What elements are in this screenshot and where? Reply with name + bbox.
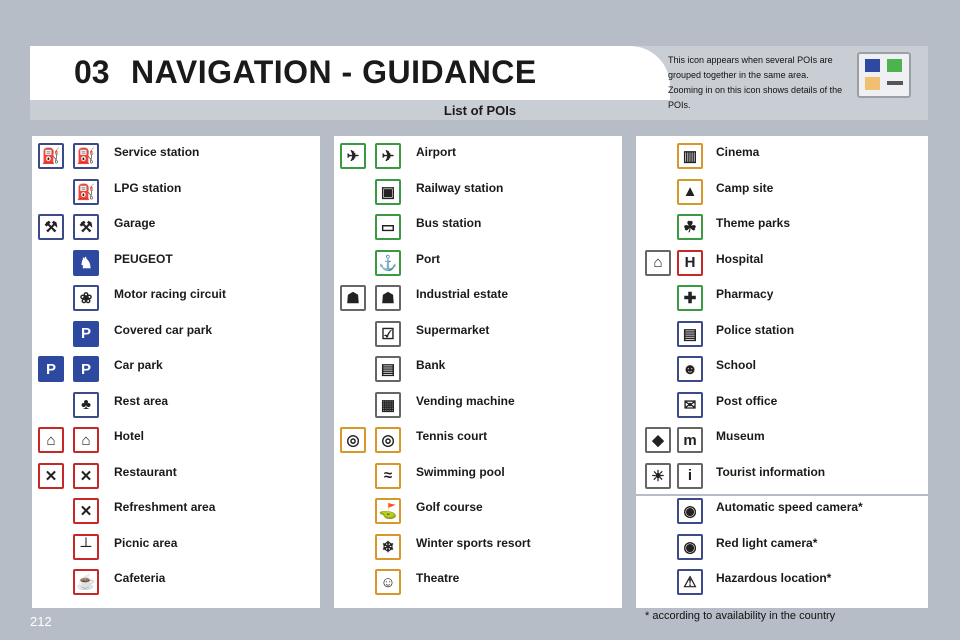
poi-label: Car park [114, 358, 163, 372]
poi-row [334, 209, 622, 245]
poi-row [334, 387, 622, 423]
poi-label: Motor racing circuit [114, 287, 227, 301]
poi-row [32, 493, 320, 529]
poi-row [636, 280, 928, 316]
poi-label: Restaurant [114, 464, 177, 479]
poi-row [32, 245, 320, 281]
poi-label: Cafeteria [114, 571, 166, 585]
poi-label: Industrial estate [416, 287, 509, 301]
poi-label: Port [416, 251, 440, 266]
poi-row [334, 564, 622, 600]
covered-parking-icon: P [73, 321, 99, 347]
film-strip-icon: ▥ [677, 143, 703, 169]
poi-row [636, 351, 928, 387]
poi-label: Airport [416, 145, 456, 159]
hospital-building-icon: ⌂ [645, 250, 671, 276]
poi-label: Vending machine [416, 393, 515, 408]
poi-label: Swimming pool [416, 464, 505, 479]
poi-row [32, 529, 320, 565]
poi-label: Cinema [716, 145, 760, 159]
peugeot-lion-icon: ♞ [73, 250, 99, 276]
poi-label: Hotel [114, 429, 144, 443]
poi-label: Tennis court [416, 429, 488, 443]
poi-row [636, 245, 928, 281]
shopping-cart-icon: ☑ [375, 321, 401, 347]
train-icon: ▣ [375, 179, 401, 205]
school-children-icon: ☻ [677, 356, 703, 382]
poi-label: Picnic area [114, 535, 178, 550]
footnote-text: according to availability in the country [652, 610, 836, 622]
poi-row [636, 422, 928, 458]
swimmer-icon: ≈ [375, 463, 401, 489]
poi-label: Tourist information [716, 464, 826, 479]
poi-label: Bus station [416, 216, 482, 230]
tourist-sign-icon: ☀ [645, 463, 671, 489]
red-light-camera-icon: ◉ [677, 534, 703, 560]
poi-label: Covered car park [114, 322, 213, 337]
airport-icon: ✈ [340, 143, 366, 169]
poi-label: PEUGEOT [114, 251, 173, 266]
poi-row [636, 458, 928, 494]
poi-label: Theme parks [716, 216, 791, 230]
envelope-icon: ✉ [677, 392, 703, 418]
fork-knife-roof-icon: ✕ [73, 498, 99, 524]
poi-column-3 [636, 136, 928, 608]
museum-icon: ◆ [645, 427, 671, 453]
poi-row [334, 458, 622, 494]
poi-label: Refreshment area [114, 500, 216, 514]
poi-label: LPG station [114, 180, 182, 195]
footnote-marker: * [645, 610, 650, 622]
fuel-pump-icon: ⛽ [38, 143, 64, 169]
section-subtitle: List of POIs [443, 103, 517, 118]
speed-camera-icon: ◉ [677, 498, 703, 524]
poi-label: Pharmacy [716, 287, 774, 301]
poi-label: Theatre [416, 571, 460, 585]
poi-label: Museum [716, 429, 765, 443]
poi-row [636, 316, 928, 352]
bed-icon: ⌂ [73, 427, 99, 453]
museum-m-icon: m [677, 427, 703, 453]
title-bar [30, 46, 670, 100]
poi-row [636, 564, 928, 600]
bank-note-icon: ▤ [375, 356, 401, 382]
theme-park-icon: ☘ [677, 214, 703, 240]
coffee-cup-icon: ☕ [73, 569, 99, 595]
poi-row [334, 422, 622, 458]
poi-row [32, 422, 320, 458]
poi-row [334, 351, 622, 387]
parking-icon: P [73, 356, 99, 382]
fork-knife-icon: ✕ [73, 463, 99, 489]
factory-icon: ☗ [340, 285, 366, 311]
hammer-icon: ⚒ [38, 214, 64, 240]
poi-row [334, 529, 622, 565]
poi-label: Police station [716, 322, 795, 337]
tennis-icon: ◎ [340, 427, 366, 453]
chapter-number: 03 [74, 54, 110, 90]
race-circuit-icon: ❀ [73, 285, 99, 311]
skier-icon: ❄ [375, 534, 401, 560]
poi-row [334, 316, 622, 352]
atm-icon: ▦ [375, 392, 401, 418]
poi-row [636, 493, 928, 529]
poi-label: Post office [716, 393, 778, 408]
poi-row [334, 138, 622, 174]
poi-row [636, 174, 928, 210]
theatre-icon: ☺ [375, 569, 401, 595]
poi-row [32, 351, 320, 387]
poi-label: Camp site [716, 180, 774, 195]
poi-row [32, 564, 320, 600]
poi-row [636, 138, 928, 174]
poi-row [334, 245, 622, 281]
hospital-h-icon: H [677, 250, 703, 276]
trees-icon: ♣ [73, 392, 99, 418]
plane-icon: ✈ [375, 143, 401, 169]
poi-label: Red light camera* [716, 535, 818, 550]
tennis-player-icon: ◎ [375, 427, 401, 453]
poi-label: Golf course [416, 500, 483, 514]
poi-row [636, 529, 928, 565]
poi-label: Supermarket [416, 322, 490, 337]
fuel-pump-icon: ⛽ [73, 143, 99, 169]
poi-label: School [716, 358, 757, 372]
poi-label: Hospital [716, 251, 764, 266]
page-title: NAVIGATION - GUIDANCE [131, 54, 537, 90]
footnote [645, 610, 835, 622]
poi-row [334, 174, 622, 210]
poi-row [32, 316, 320, 352]
poi-label: Service station [114, 145, 200, 159]
fork-knife-icon: ✕ [38, 463, 64, 489]
parking-icon: P [38, 356, 64, 382]
factory-icon: ☗ [375, 285, 401, 311]
poi-row [32, 387, 320, 423]
hammer-icon: ⚒ [73, 214, 99, 240]
picnic-table-icon: ┴ [73, 534, 99, 560]
poi-row [32, 280, 320, 316]
poi-cluster-icon [857, 52, 911, 98]
poi-row [334, 493, 622, 529]
ship-icon: ⚓ [375, 250, 401, 276]
cluster-note: This icon appears when several POIs are grouped together in the same area. Zooming in on this icon shows details of the POIs. [668, 55, 843, 110]
poi-label: Garage [114, 216, 156, 230]
poi-column-1 [32, 136, 320, 608]
golfer-icon: ⛳ [375, 498, 401, 524]
poi-row [636, 387, 928, 423]
poi-label: Bank [416, 358, 446, 372]
pharmacy-cross-icon: ✚ [677, 285, 703, 311]
info-icon: i [677, 463, 703, 489]
poi-label: Automatic speed camera* [716, 500, 863, 514]
poi-label: Rest area [114, 393, 169, 408]
poi-row [32, 174, 320, 210]
poi-label: Railway station [416, 180, 504, 195]
poi-row [636, 209, 928, 245]
poi-row [32, 458, 320, 494]
poi-row [334, 280, 622, 316]
poi-label: Hazardous location* [716, 571, 832, 585]
poi-row [32, 209, 320, 245]
warning-triangle-icon: ⚠ [677, 569, 703, 595]
poi-row [32, 138, 320, 174]
bus-icon: ▭ [375, 214, 401, 240]
lpg-pump-icon: ⛽ [73, 179, 99, 205]
poi-label: Winter sports resort [416, 535, 531, 550]
page-number: 212 [30, 614, 52, 629]
poi-column-2 [334, 136, 622, 608]
bed-icon: ⌂ [38, 427, 64, 453]
police-icon: ▤ [677, 321, 703, 347]
tent-icon: ▲ [677, 179, 703, 205]
